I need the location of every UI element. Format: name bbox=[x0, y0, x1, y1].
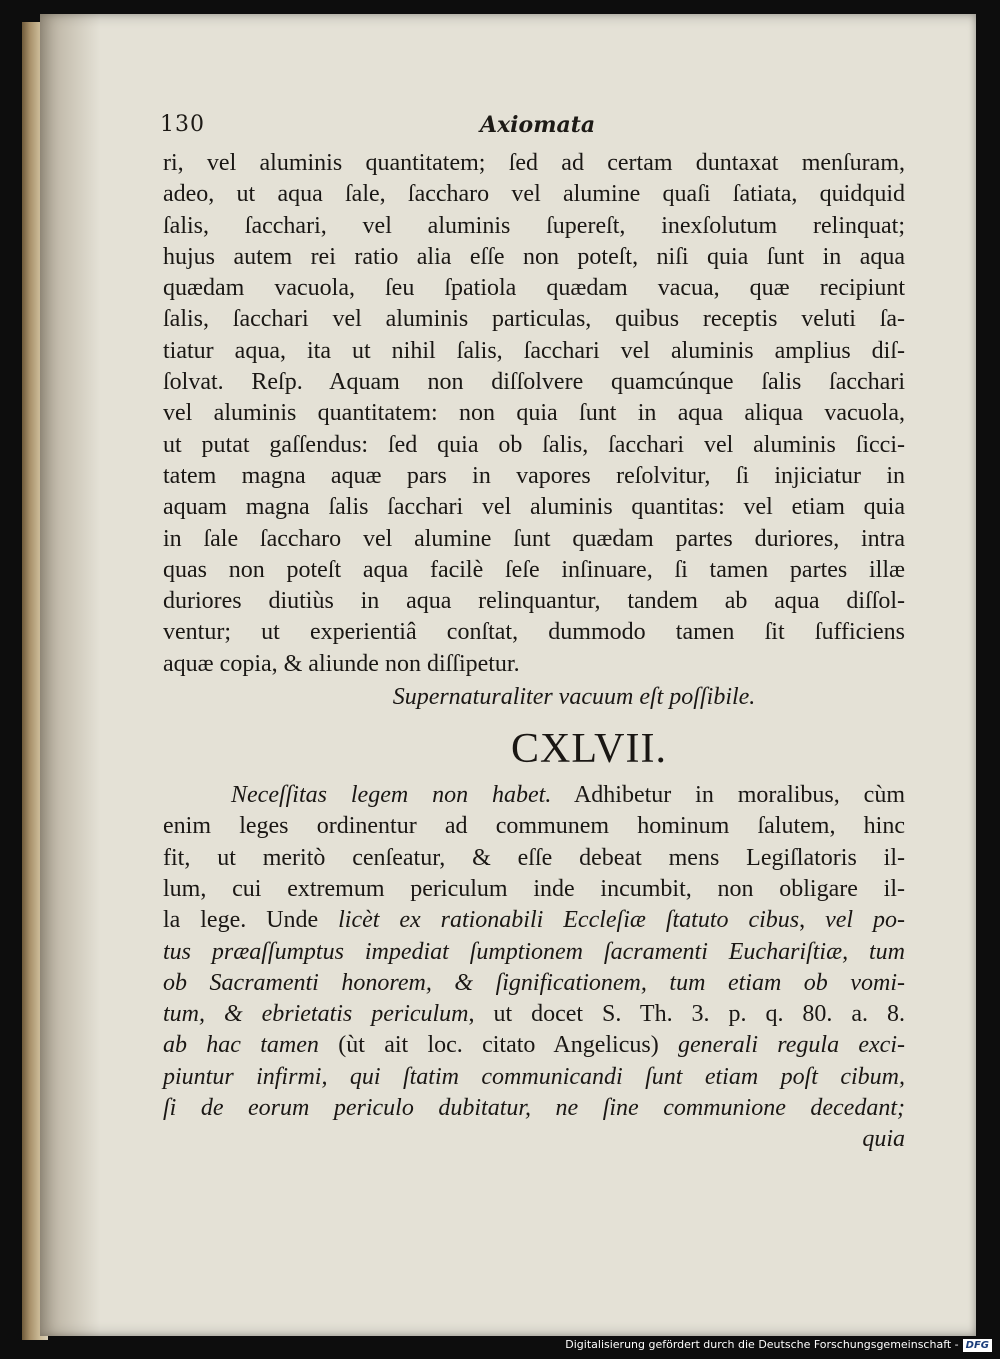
text-line: adeo, ut aqua ſale, ſaccharo vel alumine quaſi ſatiata, quidquid bbox=[163, 181, 905, 208]
text-line: ſalis, ſacchari, vel aluminis ſupereſt, inexſolutum relinquat; bbox=[163, 212, 905, 239]
text-fragment-italic: tum, & ebrietatis periculum bbox=[163, 1001, 469, 1028]
text-line: tus præaſſumptus impediat ſumptionem ſacramenti Euchariſtiæ, tum bbox=[163, 938, 905, 965]
text-line: enim leges ordinentur ad communem hominum ſalutem, hinc bbox=[163, 813, 905, 840]
credit-text: Digitalisierung gefördert durch die Deutsche Forschungsgemeinschaft - bbox=[565, 1338, 959, 1351]
text-fragment: , ut docet S. Th. 3. p. q. 80. a. 8. bbox=[468, 1001, 906, 1028]
text-line: piuntur infirmi, qui ſtatim communicandi ſunt etiam poſt cibum, bbox=[163, 1063, 905, 1090]
text-line: ri, vel aluminis quantitatem; ſed ad certam duntaxat menſuram, bbox=[163, 150, 905, 176]
text-line: fit, ut meritò cenſeatur, & eſſe debeat mens Legiſlatoris il- bbox=[163, 844, 905, 871]
digitization-credit bbox=[0, 1337, 992, 1353]
running-head: Axiomata bbox=[480, 112, 596, 138]
text-fragment: , bbox=[799, 907, 826, 934]
text-line: tiatur aqua, ita ut nihil ſalis, ſacchari vel aluminis amplius diſ- bbox=[163, 337, 905, 364]
page-header bbox=[160, 112, 800, 142]
page-body bbox=[163, 148, 905, 1155]
text-line bbox=[163, 780, 905, 811]
page-number: 130 bbox=[160, 112, 205, 137]
text-line: tatem magna aquæ pars in vapores reſolvitur, ſi injiciatur in bbox=[163, 462, 905, 489]
text-line: in ſale ſaccharo vel alumine ſunt quædam partes duriores, intra bbox=[163, 525, 905, 552]
page-gutter-shadow bbox=[40, 14, 100, 1336]
dfg-logo: DFG bbox=[963, 1339, 992, 1352]
text-line: ut putat gaſſendus: ſed quia ob ſalis, ſacchari vel aluminis ſicci- bbox=[163, 431, 905, 458]
axiom-statement: Supernaturaliter vacuum eſt poſſibile. bbox=[392, 684, 756, 711]
text-line: hujus autem rei ratio alia eſſe non poteſt, niſi quia ſunt in aqua bbox=[163, 243, 905, 270]
text-line: vel aluminis quantitatem: non quia ſunt in aqua aliqua vacuola, bbox=[163, 400, 905, 427]
text-fragment: la lege. Unde bbox=[163, 907, 339, 934]
text-line: aquam magna ſalis ſacchari vel aluminis quantitas: vel etiam quia bbox=[163, 494, 905, 521]
text-line: ſolvat. Reſp. Aquam non diſſolvere quamcúnque ſalis ſacchari bbox=[163, 369, 905, 396]
text-line: ob Sacramenti honorem, & ſignificationem, tum etiam ob vomi- bbox=[163, 969, 905, 996]
text-fragment-italic: vel po- bbox=[825, 907, 905, 934]
text-fragment-italic: licèt ex rationabili Eccleſiæ ſtatuto cibus bbox=[338, 907, 800, 934]
text-line: quas non poteſt aqua facilè ſeſe inſinuare, ſi tamen partes illæ bbox=[163, 556, 905, 583]
text-line: aquæ copia, & aliunde non diſſipetur. bbox=[163, 650, 520, 677]
text-line bbox=[163, 1030, 905, 1061]
text-fragment-italic: ab hac tamen bbox=[163, 1032, 319, 1059]
text-fragment-italic: generali regula exci- bbox=[678, 1032, 905, 1059]
axiom-title: Neceſſitas legem non habet. bbox=[231, 782, 552, 809]
text-line: quædam vacuola, ſeu ſpatiola quædam vacua, quæ recipiunt bbox=[163, 275, 905, 302]
text-fragment: Adhibetur in moralibus, cùm bbox=[551, 782, 905, 809]
text-line: ſalis, ſacchari vel aluminis particulas, quibus receptis veluti ſa- bbox=[163, 306, 905, 333]
text-line bbox=[163, 999, 905, 1030]
section-number: CXLVII. bbox=[511, 726, 667, 773]
text-line bbox=[163, 905, 905, 936]
text-line: ventur; ut experientiâ conſtat, dummodo tamen ſit ſufficiens bbox=[163, 619, 905, 646]
text-line: ſi de eorum periculo dubitatur, ne ſine communione decedant; bbox=[163, 1095, 905, 1122]
text-line: duriores diutiùs in aqua relinquantur, tandem ab aqua diſſol- bbox=[163, 588, 905, 615]
catchword: quia bbox=[862, 1126, 905, 1153]
text-line: lum, cui extremum periculum inde incumbit, non obligare il- bbox=[163, 875, 905, 902]
text-fragment: (ùt ait loc. citato Angelicus) bbox=[318, 1032, 679, 1059]
